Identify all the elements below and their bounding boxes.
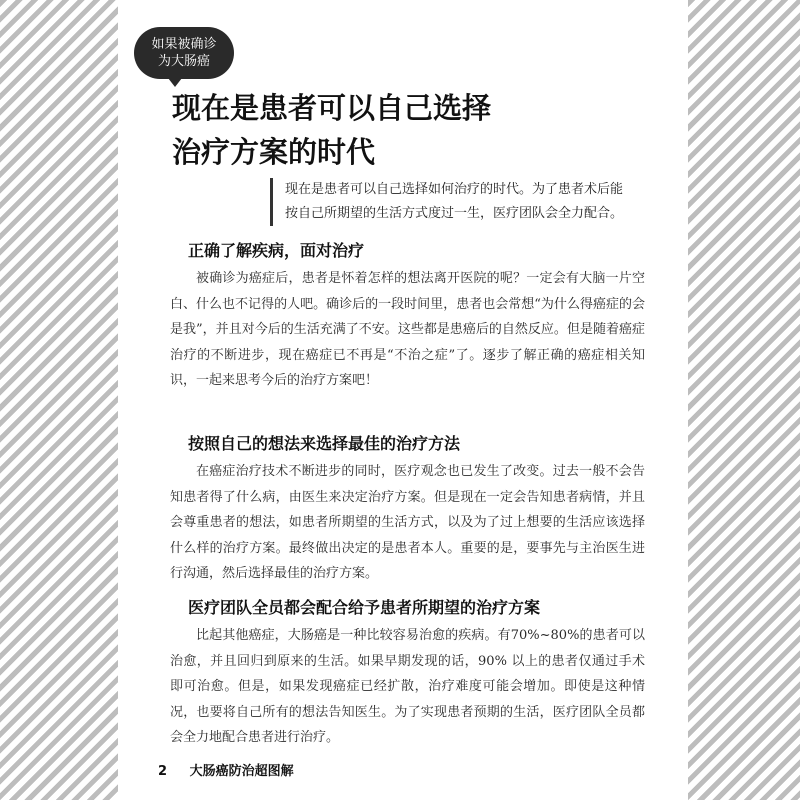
section-understand-disease [170,236,645,394]
section-body: 被确诊为癌症后，患者是怀着怎样的想法离开医院的呢？一定会有大脑一片空白、什么也不记得的人吧。确诊后的一段时间里，患者也会常想“为什么得癌症的会是我”，并且对今后的生活充满了不安。这些都是患癌后的自然反应。但是随着癌症治疗的不断进步，现在癌症已不再是“不治之症”了。逐步了解正确的癌症相关知识，一起来思考今后的治疗方案吧！ [170,271,645,388]
section-heading: 按照自己的想法来选择最佳的治疗方法 [188,434,461,453]
section-choose-treatment [170,429,645,587]
section-heading: 正确了解疾病，面对治疗 [188,241,365,260]
lead-line1: 现在是患者可以自己选择如何治疗的时代。为了患者术后能 [285,182,624,197]
lead-quote [270,178,675,226]
chapter-tag-bubble [134,27,234,79]
page-footer [158,760,294,779]
left-margin-hatch [0,0,118,800]
page-title-line1: 现在是患者可以自己选择 [172,91,492,125]
lead-line2: 按自己所期望的生活方式度过一生，医疗团队会全力配合。 [285,206,624,221]
right-margin-hatch [688,0,800,800]
book-title: 大肠癌防治超图解 [189,764,294,779]
chapter-tag-line1: 如果被确诊 [151,37,217,52]
chapter-tag-line2: 为大肠癌 [157,54,210,69]
page-number: 2 [158,764,168,779]
section-medical-team [170,593,645,751]
section-heading: 医疗团队全员都会配合给予患者所期望的治疗方案 [188,598,541,617]
page-title-line2: 治疗方案的时代 [172,135,376,169]
page-title [172,86,491,174]
section-body: 比起其他癌症，大肠癌是一种比较容易治愈的疾病。有70%~80%的患者可以治愈，并且回归到原来的生活。如果早期发现的话，90% 以上的患者仅通过手术即可治愈。但是，如果发现癌症已经扩散，治疗难度可能会增加。即使是这种情况，也要将自己所有的想法告知医生。为了实现患者预期的生活，医疗团队全员都会全力地配合患者进行治疗。 [170,628,645,745]
section-body: 在癌症治疗技术不断进步的同时，医疗观念也已发生了改变。过去一般不会告知患者得了什么病，由医生来决定治疗方案。但是现在一定会告知患者病情，并且会尊重患者的想法，如患者所期望的生活方式，以及为了过上想要的生活应该选择什么样的治疗方案。最终做出决定的是患者本人。重要的是，要事先与主治医生进行沟通，然后选择最佳的治疗方案。 [170,464,645,581]
